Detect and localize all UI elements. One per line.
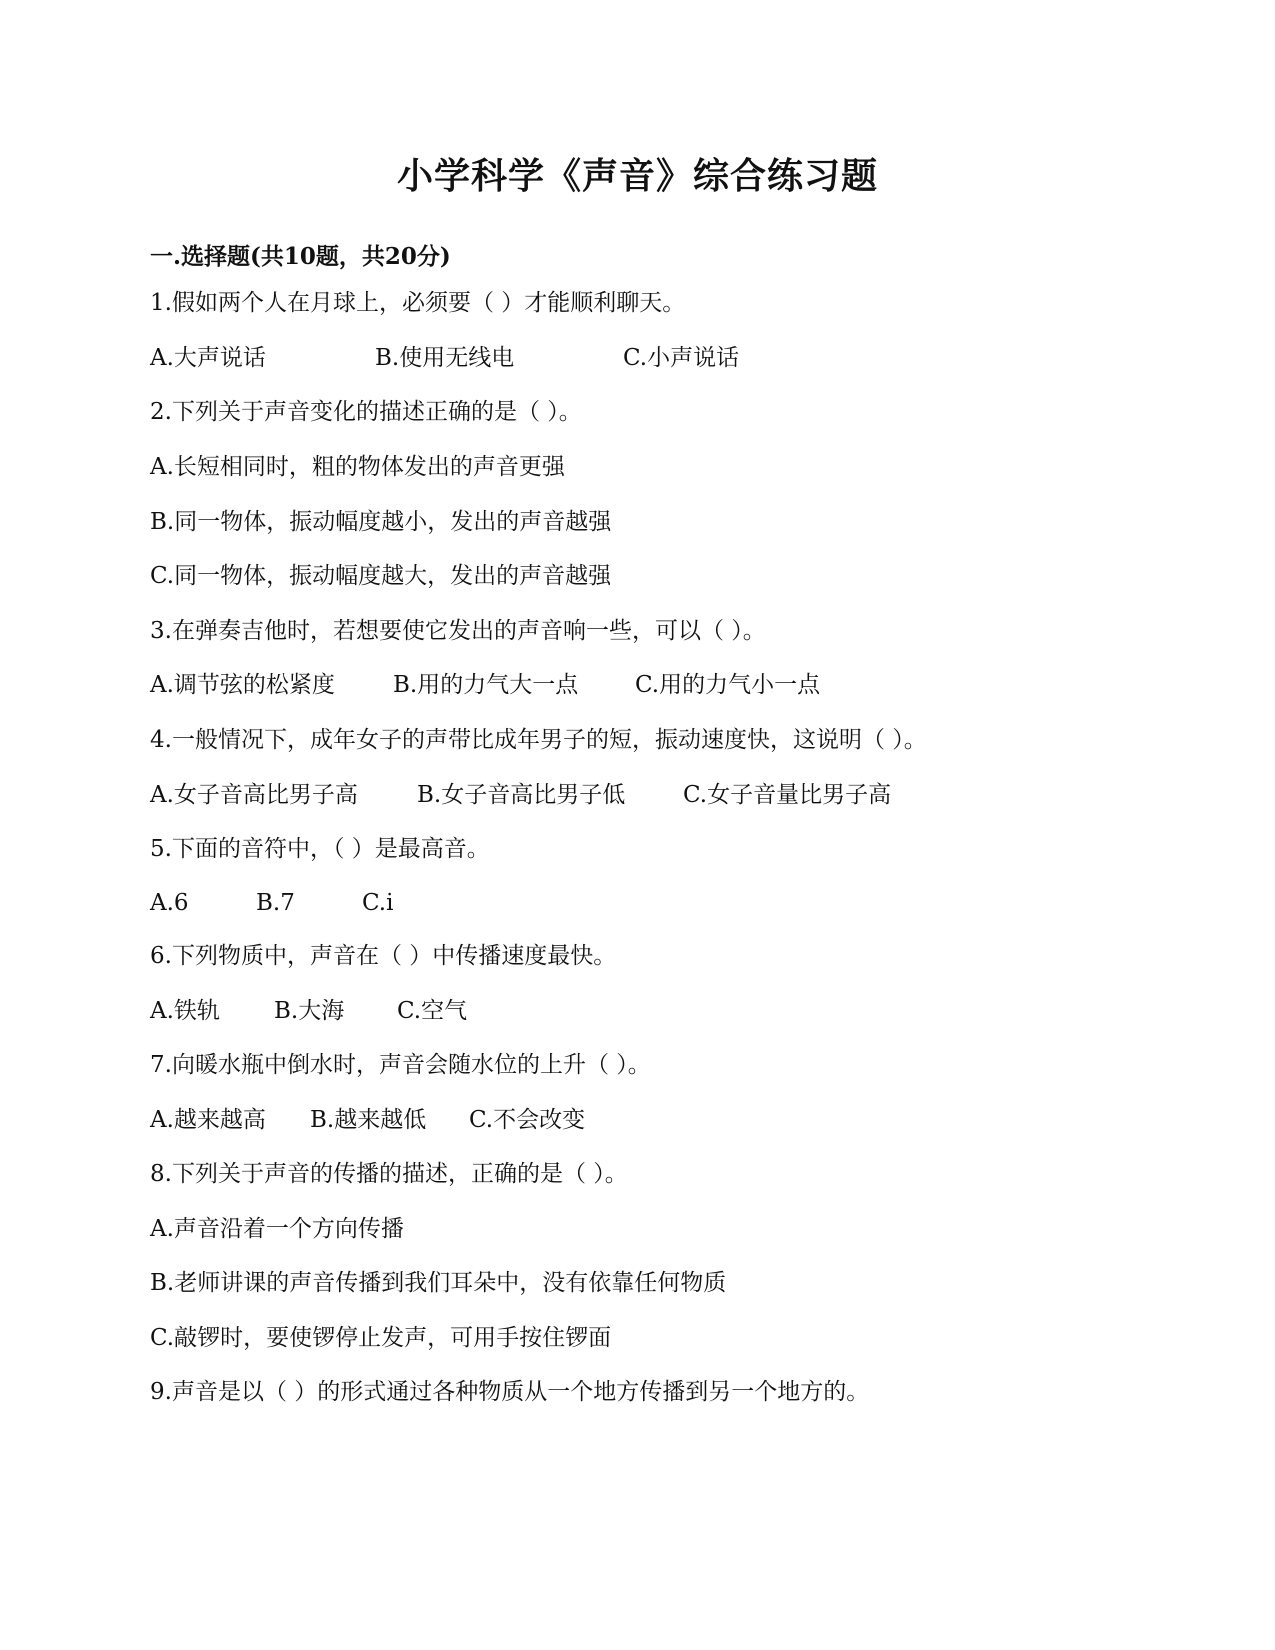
question-4-option-c: C.女子音量比男子高 — [683, 782, 892, 808]
question-1-option-a: A.大声说话 — [150, 345, 266, 371]
question-3-stem: 3.在弹奏吉他时，若想要使它发出的声音响一些，可以（ ）。 — [150, 618, 766, 644]
question-9-stem: 9.声音是以（ ）的形式通过各种物质从一个地方传播到另一个地方的。 — [150, 1379, 870, 1405]
question-3-option-a: A.调节弦的松紧度 — [150, 672, 335, 698]
question-4-options — [150, 780, 891, 810]
question-6-options — [150, 996, 467, 1026]
question-4-option-b: B.女子音高比男子低 — [417, 782, 626, 808]
question-5-option-a: A.6 — [150, 890, 189, 916]
question-6-option-b: B.大海 — [274, 998, 345, 1024]
question-6-option-c: C.空气 — [397, 998, 468, 1024]
question-5-option-c: C.i — [362, 890, 394, 916]
question-1-option-b: B.使用无线电 — [375, 345, 515, 371]
question-3-option-c: C.用的力气小一点 — [635, 672, 821, 698]
question-8-option-c: C.敲锣时，要使锣停止发声，可用手按住锣面 — [150, 1325, 612, 1351]
question-8-stem: 8.下列关于声音的传播的描述，正确的是（ ）。 — [150, 1161, 628, 1187]
question-5-stem: 5.下面的音符中，（ ）是最高音。 — [150, 836, 490, 862]
question-3-option-b: B.用的力气大一点 — [393, 672, 579, 698]
question-7-option-c: C.不会改变 — [469, 1107, 586, 1133]
question-2-option-b: B.同一物体，振动幅度越小，发出的声音越强 — [150, 509, 612, 535]
question-2-stem: 2.下列关于声音变化的描述正确的是（ ）。 — [150, 399, 582, 425]
question-7-stem: 7.向暖水瓶中倒水时，声音会随水位的上升（ ）。 — [150, 1052, 651, 1078]
page-title: 小学科学《声音》综合练习题 — [396, 155, 878, 197]
question-7-option-a: A.越来越高 — [150, 1107, 266, 1133]
question-8-option-b: B.老师讲课的声音传播到我们耳朵中，没有依靠任何物质 — [150, 1270, 727, 1296]
question-7-option-b: B.越来越低 — [310, 1107, 427, 1133]
section-heading: 一.选择题(共10题，共20分) — [150, 243, 451, 270]
question-1-option-c: C.小声说话 — [623, 345, 740, 371]
question-7-options — [150, 1105, 585, 1135]
question-4-stem: 4.一般情况下，成年女子的声带比成年男子的短，振动速度快，这说明（ ）。 — [150, 727, 927, 753]
question-3-options — [150, 670, 820, 700]
question-4-option-a: A.女子音高比男子高 — [150, 782, 358, 808]
question-6-option-a: A.铁轨 — [150, 998, 220, 1024]
question-2-option-a: A.长短相同时，粗的物体发出的声音更强 — [150, 454, 565, 480]
question-2-option-c: C.同一物体，振动幅度越大，发出的声音越强 — [150, 563, 612, 589]
question-8-option-a: A.声音沿着一个方向传播 — [150, 1216, 404, 1242]
question-1-options — [150, 343, 739, 373]
question-6-stem: 6.下列物质中，声音在（ ）中传播速度最快。 — [150, 943, 617, 969]
question-5-options — [150, 888, 393, 918]
question-5-option-b: B.7 — [256, 890, 295, 916]
question-1-stem: 1.假如两个人在月球上，必须要（ ）才能顺利聊天。 — [150, 290, 686, 316]
